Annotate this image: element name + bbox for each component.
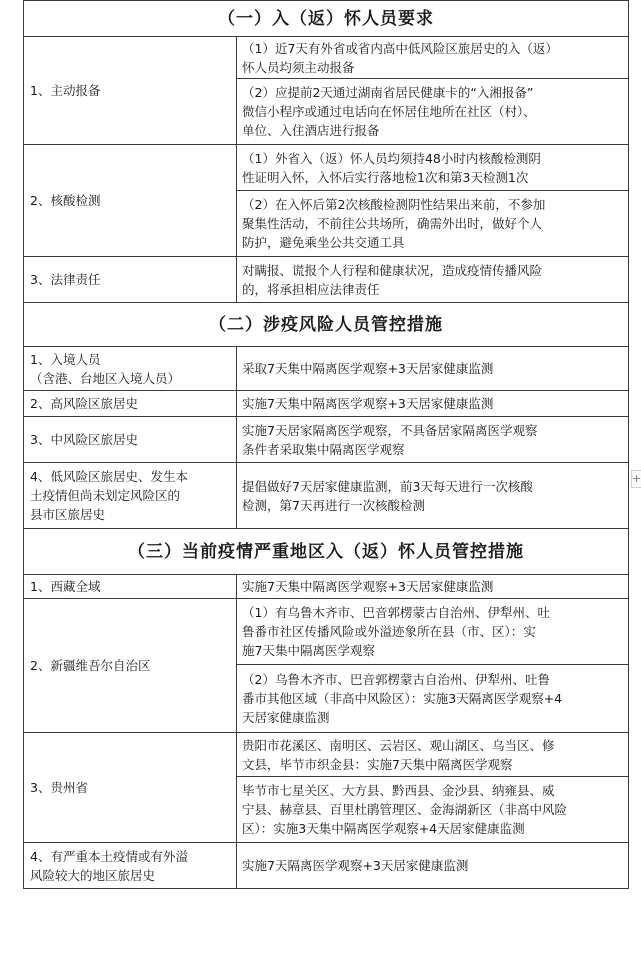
- section-title-3: （三）当前疫情严重地区入（返）怀人员管控措施: [24, 529, 629, 575]
- row-detail: （1）外省入（返）怀人员均须持48小时内核酸检测阴 性证明入怀，入怀后实行落地检1次和第3天检测1次: [237, 145, 629, 191]
- row-label-tibet: 1、西藏全域: [24, 575, 237, 599]
- row-label-mid-risk: 3、中风险区旅居史: [24, 417, 237, 463]
- plus-icon[interactable]: +: [631, 470, 641, 488]
- row-detail: 实施7天集中隔离医学观察+3天居家健康监测: [237, 391, 629, 417]
- section-title-2: （二）涉疫风险人员管控措施: [24, 303, 629, 347]
- row-detail: （2）乌鲁木齐市、巴音郭楞蒙古自治州、伊犁州、吐鲁 番市其他区域（非高中风险区）：实施3天隔离医学观察+4 天居家健康监测: [237, 665, 629, 733]
- row-detail: 实施7天居家隔离医学观察，不具备居家隔离医学观察 条件者采取集中隔离医学观察: [237, 417, 629, 463]
- row-detail: 实施7天隔离医学观察+3天居家健康监测: [237, 843, 629, 889]
- row-detail: （1）有乌鲁木齐市、巴音郭楞蒙古自治州、伊犁州、吐 鲁番市社区传播风险或外溢迹象所在县（市、区）：实 施7天集中隔离医学观察: [237, 599, 629, 665]
- row-label-guizhou: 3、贵州省: [24, 733, 237, 843]
- row-label-report: 1、主动报备: [24, 37, 237, 145]
- row-detail: （1）近7天有外省或省内高中低风险区旅居史的入（返） 怀人员均须主动报备: [237, 37, 629, 79]
- row-label-low-risk: 4、低风险区旅居史、发生本 土疫情但尚未划定风险区的 县市区旅居史: [24, 463, 237, 529]
- row-detail: 毕节市七星关区、大方县、黔西县、金沙县、纳雍县、威 宁县、赫章县、百里杜鹃管理区、金海湖新区（非高中风险 区）：实施3天集中隔离医学观察+4天居家健康监测: [237, 777, 629, 843]
- row-detail: （2）在入怀后第2次核酸检测阴性结果出来前，不参加 聚集性活动，不前往公共场所，确需外出时，做好个人 防护，避免乘坐公共交通工具: [237, 191, 629, 257]
- row-label-severe-areas: 4、有严重本土疫情或有外溢 风险较大的地区旅居史: [24, 843, 237, 889]
- row-detail: 采取7天集中隔离医学观察+3天居家健康监测: [237, 347, 629, 391]
- section-title-1: （一）入（返）怀人员要求: [24, 1, 629, 37]
- row-detail: 贵阳市花溪区、南明区、云岩区、观山湖区、乌当区、修 文县，毕节市织金县：实施7天集中隔离医学观察: [237, 733, 629, 777]
- row-detail: 提倡做好7天居家健康监测，前3天每天进行一次核酸 检测，第7天再进行一次核酸检测: [237, 463, 629, 529]
- row-detail: 对瞒报、谎报个人行程和健康状况，造成疫情传播风险 的，将承担相应法律责任: [237, 257, 629, 303]
- row-detail: （2）应提前2天通过湖南省居民健康卡的“入湘报备” 微信小程序或通过电话向在怀居住地所在社区（村）、 单位、入住酒店进行报备: [237, 79, 629, 145]
- row-label-legal: 3、法律责任: [24, 257, 237, 303]
- row-label-nucleic-test: 2、核酸检测: [24, 145, 237, 257]
- policy-table: [23, 0, 629, 889]
- row-detail: 实施7天集中隔离医学观察+3天居家健康监测: [237, 575, 629, 599]
- row-label-high-risk: 2、高风险区旅居史: [24, 391, 237, 417]
- row-label-xinjiang: 2、新疆维吾尔自治区: [24, 599, 237, 733]
- row-label-inbound: 1、入境人员 （含港、台地区入境人员）: [24, 347, 237, 391]
